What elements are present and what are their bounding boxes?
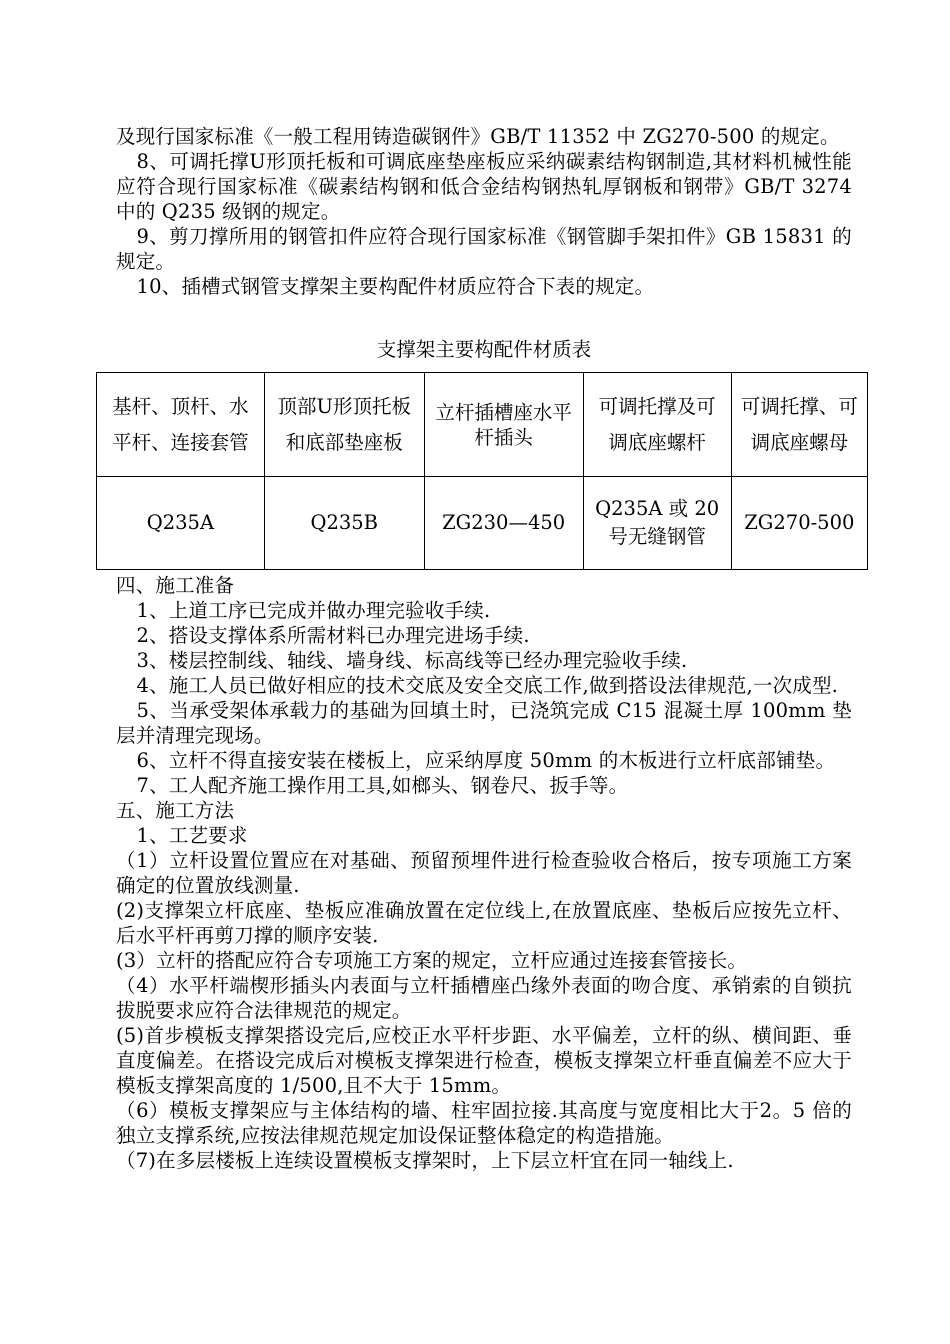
- table-cell: Q235A 或 20 号无缝钢管: [583, 477, 731, 570]
- table-cell: Q235A: [97, 477, 265, 570]
- list-item: （6）模板支撑架应与主体结构的墙、柱牢固拉接.其高度与宽度相比大于2。5 倍的独立支撑系统,应按法律规范规定加设保证整体稳定的构造措施。: [116, 1099, 852, 1147]
- table-header-cell: 立杆插槽座水平杆插头: [424, 373, 583, 477]
- list-item: 5、当承受架体承载力的基础为回填土时，已浇筑完成 C15 混凝土厚 100mm 垫层并清理完现场。: [116, 699, 852, 747]
- body-text-block: [116, 573, 852, 1173]
- table-cell: ZG230—450: [424, 477, 583, 570]
- list-item: (3）立杆的搭配应符合专项施工方案的规定，立杆应通过连接套管接长。: [116, 949, 748, 972]
- table-title: 支撑架主要构配件材质表: [376, 338, 592, 361]
- table-row: [97, 477, 868, 570]
- list-item: （1）立杆设置位置应在对基础、预留预埋件进行检查验收合格后，按专项施工方案确定的位置放线测量.: [116, 849, 852, 897]
- list-item: 2、搭设支撑体系所需材料已办理完进场手续.: [136, 624, 530, 647]
- list-item: 7、工人配齐施工操作用工具,如榔头、钢卷尺、扳手等。: [136, 774, 629, 797]
- list-item: (5)首步模板支撑架搭设完后,应校正水平杆步距、水平偏差，立杆的纵、横间距、垂直度偏差。在搭设完成后对模板支撑架进行检查，模板支撑架立杆垂直偏差不应大于模板支撑架高度的 1/500,且不大于 15mm。: [116, 1024, 852, 1097]
- top-text-block: [116, 124, 852, 299]
- list-item: 3、楼层控制线、轴线、墙身线、标高线等已经办理完验收手续.: [136, 649, 688, 672]
- list-item: 4、施工人员已做好相应的技术交底及安全交底工作,做到搭设法律规范,一次成型.: [136, 674, 839, 697]
- paragraph-cast-steel-standard: 及现行国家标准《一般工程用铸造碳钢件》GB/T 11352 中 ZG270-500 的规定。: [116, 125, 840, 148]
- section-heading-5: 五、施工方法: [116, 799, 235, 822]
- paragraph-item-10: 10、插槽式钢管支撑架主要构配件材质应符合下表的规定。: [136, 275, 655, 298]
- paragraph-item-8: 8、可调托撑U形顶托板和可调底座垫座板应采纳碳素结构钢制造,其材料机械性能应符合现行国家标准《碳素结构钢和低合金结构钢热轧厚钢板和钢带》GB/T 3274 中的 Q235 级钢的规定。: [116, 150, 852, 223]
- list-item: （4）水平杆端楔形插头内表面与立杆插槽座凸缘外表面的吻合度、承销索的自锁抗拔脱要求应符合法律规范的规定。: [116, 974, 852, 1022]
- list-item: 1、上道工序已完成并做办理完验收手续.: [136, 599, 491, 622]
- table-cell: Q235B: [264, 477, 424, 570]
- subsection-heading: 1、工艺要求: [136, 824, 248, 847]
- list-item: 6、立杆不得直接安装在楼板上，应采纳厚度 50mm 的木板进行立杆底部铺垫。: [136, 749, 836, 772]
- table-header-row: [97, 373, 868, 477]
- paragraph-item-9: 9、剪刀撑所用的钢管扣件应符合现行国家标准《钢管脚手架扣件》GB 15831 的规定。: [116, 225, 852, 273]
- table-header-cell: 基杆、顶杆、水平杆、连接套管: [97, 373, 265, 477]
- section-heading-4: 四、施工准备: [116, 574, 235, 597]
- table-header-cell: 顶部U形顶托板和底部垫座板: [264, 373, 424, 477]
- list-item: (2)支撑架立杆底座、垫板应准确放置在定位线上,在放置底座、垫板后应按先立杆、后水平杆再剪刀撑的顺序安装.: [116, 899, 852, 947]
- materials-table: [96, 372, 868, 570]
- list-item: （7)在多层楼板上连续设置模板支撑架时，上下层立杆宜在同一轴线上.: [116, 1149, 734, 1172]
- table-header-cell: 可调托撑、可调底座螺母: [731, 373, 867, 477]
- table-cell: ZG270-500: [731, 477, 867, 570]
- table-header-cell: 可调托撑及可调底座螺杆: [583, 373, 731, 477]
